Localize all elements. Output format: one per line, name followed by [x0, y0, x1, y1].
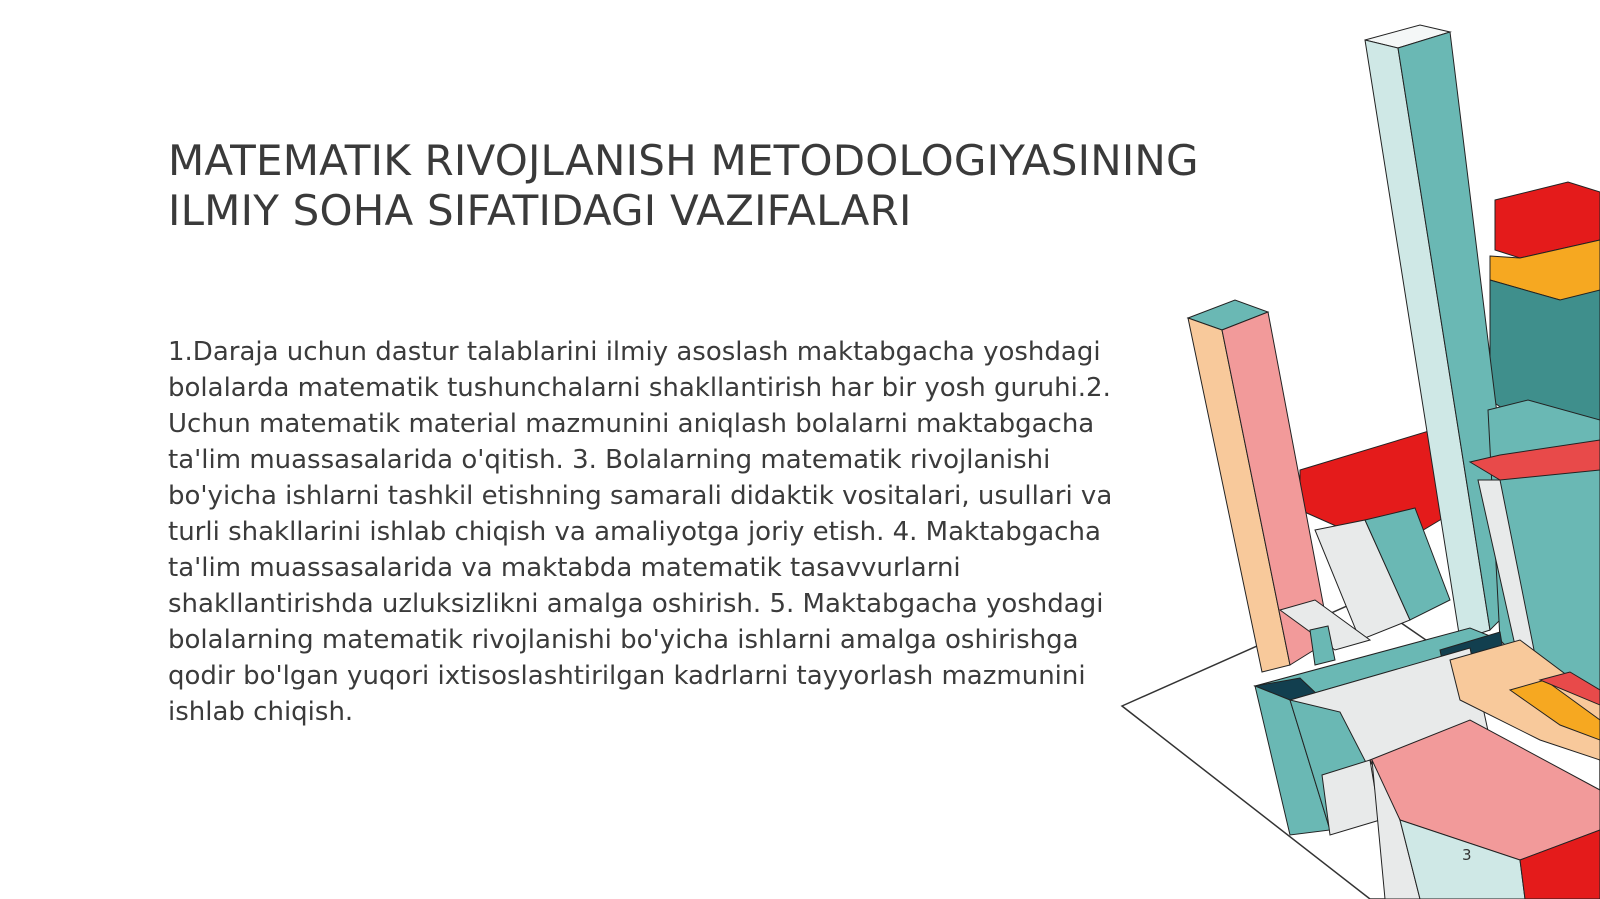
page-number: 3 [1462, 846, 1472, 864]
title-line-1: MATEMATIK RIVOJLANISH METODOLOGIYASINING [168, 136, 1199, 185]
title-line-2: ILMIY SOHA SIFATIDAGI VAZIFALARI [168, 186, 912, 235]
body-text: 1.Daraja uchun dastur talablarini ilmiy asoslash maktabgacha yoshdagi bolalarda matematik tushunchalarni shakllantirish har bir yosh guruhi.2. Uchun matematik material mazmunini aniqlash bolalarni maktabgacha ta'lim muassasalarida o'qitish. 3. Bolalarning matematik rivojlanishi bo'yicha ishlarni tashkil etishning samarali didaktik vositalari, usullari va turli shakllarini ishlab chiqish va amaliyotga joriy etish. 4. Maktabgacha ta'lim muassasalarida va maktabda matematik tasavvurlarni shakllantirishda uzluksizlikni amalga oshirish. 5. Maktabgacha yoshdagi bolalarning matematik rivojlanishi bo'yicha ishlarni amalga oshirishga qodir bo'lgan yuqori ixtisoslashtirilgan kadrlarni tayyorlash mazmunini ishlab chiqish. [168, 337, 1113, 727]
isometric-blocks-illustration [1100, 0, 1600, 899]
